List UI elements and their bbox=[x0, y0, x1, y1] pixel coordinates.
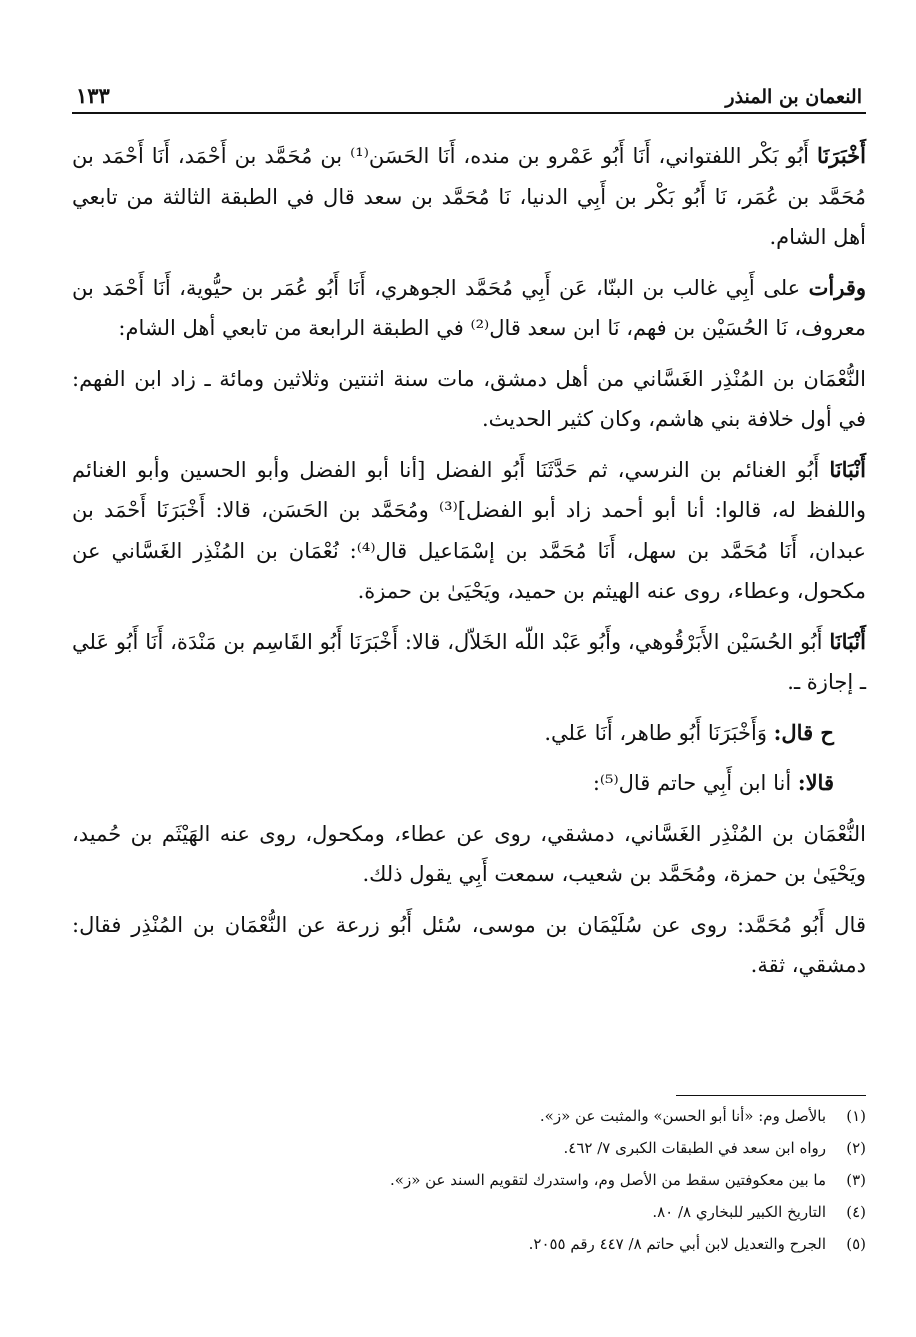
paragraph-lead: أَنْبَانَا bbox=[829, 628, 866, 654]
paragraph-text: وَأَخْبَرَنَا أَبُو طاهر، أَنَا عَلي. bbox=[544, 720, 774, 745]
footnote-number: (٥) bbox=[846, 1235, 866, 1253]
paragraph-5 bbox=[72, 622, 866, 703]
footnote-number: (٣) bbox=[846, 1171, 866, 1189]
footnotes bbox=[72, 1100, 866, 1260]
footnote-text: رواه ابن سعد في الطبقات الكبرى ٧/ ٤٦٢. bbox=[563, 1139, 826, 1157]
paragraph-text: النُّعْمَان بن المُنْذِر الغَسَّاني، دمشقي، روى عن عطاء، ومكحول، روى عنه الهَيْثَم بن حُميد، ويَحْيَىٰ بن حمزة، ومُحَمَّد بن شعيب، سمعت أَبِي يقول ذلك. bbox=[72, 821, 866, 886]
running-header bbox=[72, 68, 866, 114]
paragraph-text: النُّعْمَان بن المُنْذِر الغَسَّاني من أهل دمشق، مات سنة اثنتين وثلاثين ومائة ـ زاد ابن الفهم: في أول خلافة بني هاشم، وكان كثير الحديث. bbox=[72, 366, 866, 431]
paragraph-text: أَبُو الحُسَيْن الأَبَرْقُوهي، وأَبُو عَبْد اللّه الخَلاّل، قالا: أَخْبَرَنَا أَبُو القَاسِم بن مَنْدَة، أَنَا أَبُو عَلي ـ إجازة ـ. bbox=[72, 629, 866, 694]
footnote-2 bbox=[72, 1132, 866, 1164]
footnote-text: ما بين معكوفتين سقط من الأصل وم، واستدرك لتقويم السند عن «ز». bbox=[390, 1171, 826, 1189]
paragraph-text: أَبُو بَكْر اللفتواني، أَنَا أَبُو عَمْرو بن منده، أَنَا الحَسَن⁽¹⁾ بن مُحَمَّد بن أَحْمَد، أَنَا أَحْمَد بن مُحَمَّد بن عُمَر، نَا أَبُو بَكْر بن أَبِي الدنيا، نَا مُحَمَّد بن سعد قال في الطبقة الثالثة من تابعي أهل الشام. bbox=[72, 144, 866, 249]
footnote-text: التاريخ الكبير للبخاري ٨/ ٨٠. bbox=[652, 1203, 826, 1221]
footnote-text: بالأصل وم: «أنا أبو الحسن» والمثبت عن «ز». bbox=[539, 1107, 826, 1125]
paragraph-2 bbox=[72, 268, 866, 349]
paragraph-text: أَبُو الغنائم بن النرسي، ثم حَدَّثَنَا أَبُو الفضل [أنا أبو الفضل وأبو الحسين وأبو الغنائم واللفظ له، قالوا: أنا أبو أحمد زاد أبو الفضل]⁽³⁾ ومُحَمَّد بن الحَسَن، قالا: أَخْبَرَنَا أَحْمَد بن عبدان، أَنَا مُحَمَّد بن سهل، أَنَا مُحَمَّد بن إسْمَاعيل قال⁽⁴⁾: نُعْمَان بن المُنْذِر الغَسَّاني عن مكحول، وعطاء، روى عنه الهيثم بن حميد، ويَحْيَىٰ بن حمزة. bbox=[72, 457, 866, 603]
main-text bbox=[72, 136, 866, 986]
paragraph-8 bbox=[72, 814, 866, 895]
paragraph-3 bbox=[72, 359, 866, 440]
paragraph-text: على أَبِي غالب بن البنّا، عَن أَبِي مُحَمَّد الجوهري، أَنَا أَبُو عُمَر بن حيُّوية، أَنَا أَحْمَد بن معروف، نَا الحُسَيْن بن فهم، نَا ابن سعد قال⁽²⁾ في الطبقة الرابعة من تابعي أهل الشام: bbox=[72, 275, 866, 340]
footnote-number: (٤) bbox=[846, 1203, 866, 1221]
paragraph-lead: ح قال: bbox=[773, 719, 834, 745]
paragraph-9 bbox=[72, 905, 866, 986]
footnote-number: (١) bbox=[846, 1107, 866, 1125]
paragraph-lead: وقرأت bbox=[808, 274, 866, 300]
paragraph-text: أنا ابن أَبِي حاتم قال⁽⁵⁾: bbox=[592, 771, 798, 795]
page-number: ١٣٣ bbox=[76, 83, 110, 108]
paragraph-lead: قالا: bbox=[797, 770, 834, 795]
paragraph-6 bbox=[72, 713, 866, 754]
paragraph-7 bbox=[72, 763, 866, 804]
chapter-title: النعمان بن المنذر bbox=[725, 86, 862, 108]
paragraph-text: قال أَبُو مُحَمَّد: روى عن سُلَيْمَان بن موسى، سُئل أَبُو زرعة عن النُّعْمَان بن المُنْذِر فقال: دمشقي، ثقة. bbox=[72, 912, 866, 977]
footnote-number: (٢) bbox=[846, 1139, 866, 1157]
paragraph-lead: أَنْبَانَا bbox=[829, 456, 866, 482]
paragraph-4 bbox=[72, 450, 866, 612]
footnote-1 bbox=[72, 1100, 866, 1132]
paragraph-lead: أَخْبَرَنَا bbox=[817, 143, 866, 168]
footnote-divider bbox=[676, 1095, 866, 1096]
footnote-5 bbox=[72, 1228, 866, 1260]
footnote-text: الجرح والتعديل لابن أبي حاتم ٨/ ٤٤٧ رقم ٢٠٥٥. bbox=[528, 1235, 826, 1253]
footnote-3 bbox=[72, 1164, 866, 1196]
footnote-4 bbox=[72, 1196, 866, 1228]
paragraph-1 bbox=[72, 136, 866, 258]
